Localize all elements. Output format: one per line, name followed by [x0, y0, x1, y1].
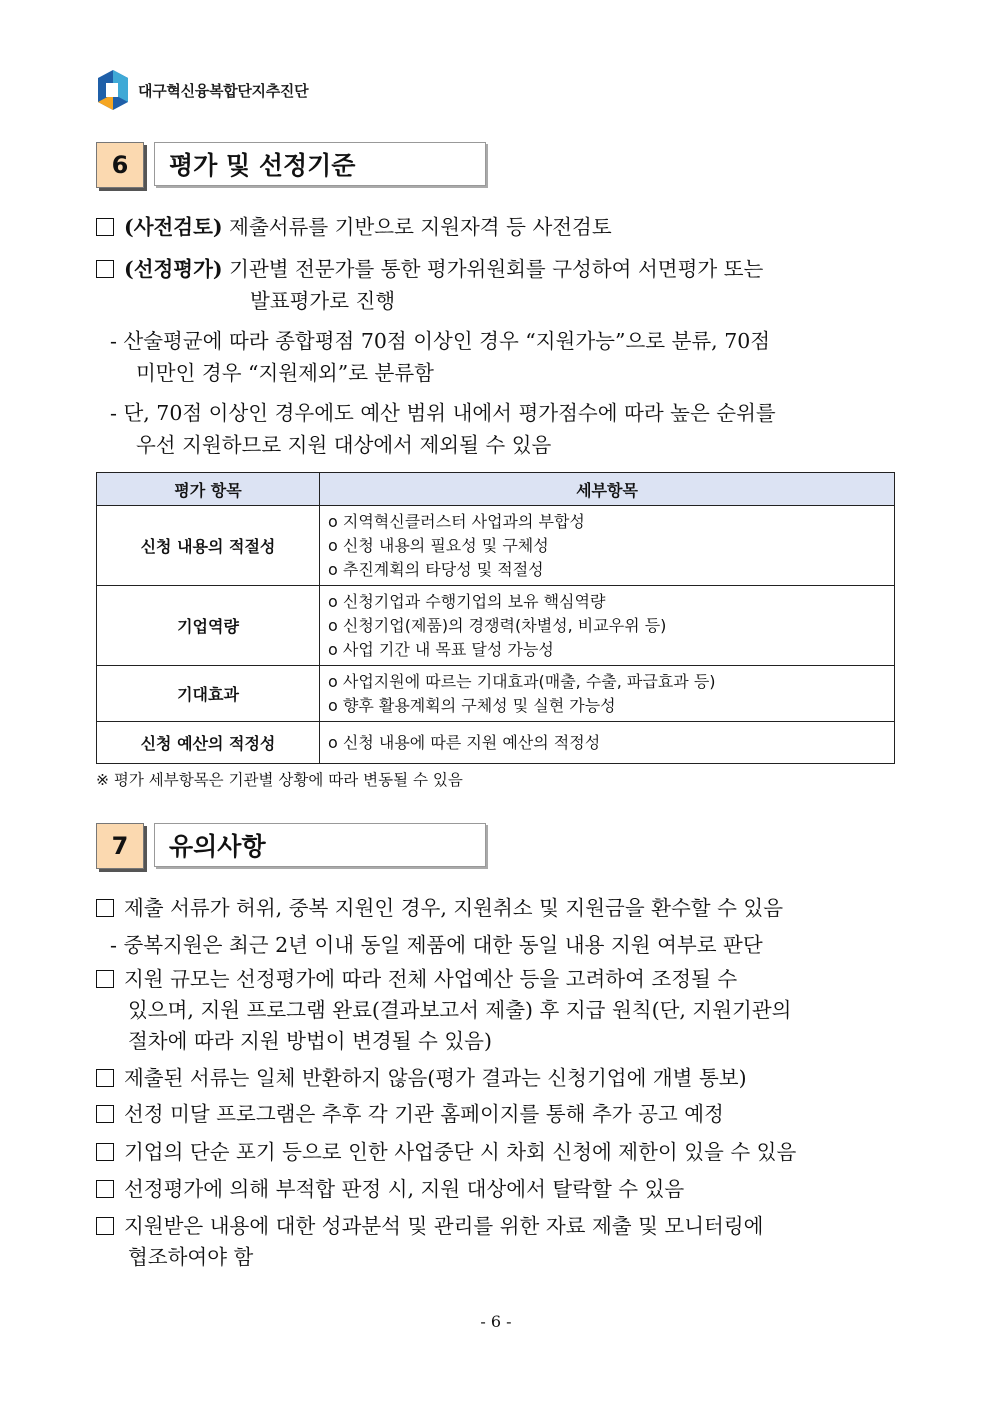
selection-eval-continuation: 발표평가로 진행 [250, 289, 396, 313]
checkbox-square-icon [96, 260, 114, 278]
section-title: 유의사항 [154, 823, 486, 867]
table-details [320, 506, 895, 586]
notice-item-continuation: 협조하여야 함 [128, 1245, 254, 1269]
checkbox-square-icon [96, 1143, 114, 1161]
checkbox-square-icon [96, 1105, 114, 1123]
checkbox-square-icon [96, 218, 114, 236]
table-details [320, 722, 895, 764]
detail-item: o 사업 기간 내 목표 달성 가능성 [328, 639, 554, 659]
checkbox-square-icon [96, 1180, 114, 1198]
notice-item: 선정평가에 의해 부적합 판정 시, 지원 대상에서 탈락할 수 있음 [96, 1173, 684, 1205]
notice-item: 지원받은 내용에 대한 성과분석 및 관리를 위한 자료 제출 및 모니터링에 [96, 1210, 763, 1242]
notice-item: 제출된 서류는 일체 반환하지 않음(평가 결과는 신청기업에 개별 통보) [96, 1062, 747, 1094]
section-number: 7 [96, 823, 144, 869]
table-row [97, 722, 895, 764]
table-header: 세부항목 [320, 473, 895, 506]
detail-item: o 신청기업과 수행기업의 보유 핵심역량 [328, 591, 606, 611]
checkbox-square-icon [96, 1217, 114, 1235]
notice-item: 제출 서류가 허위, 중복 지원인 경우, 지원취소 및 지원금을 환수할 수 있음 [96, 892, 783, 924]
notice-dash-item: - 중복지원은 최근 2년 이내 동일 제품에 대한 동일 내용 지원 여부로 판단 [110, 933, 763, 957]
dash-item-1-line2: 미만인 경우 “지원제외”로 분류함 [136, 361, 434, 385]
detail-item: o 사업지원에 따르는 기대효과(매출, 수출, 파급효과 등) [328, 671, 716, 691]
dash-item-1-line1: - 산술평균에 따라 종합평점 70점 이상인 경우 “지원가능”으로 분류, 70점 [110, 329, 771, 353]
section-6-heading [96, 142, 486, 188]
table-header-row [97, 473, 895, 506]
table-header: 평가 항목 [97, 473, 320, 506]
org-logo-icon [96, 70, 130, 110]
dash-item-2-line1: - 단, 70점 이상인 경우에도 예산 범위 내에서 평가점수에 따라 높은 순위를 [110, 401, 776, 425]
table-details [320, 586, 895, 666]
notice-item: 기업의 단순 포기 등으로 인한 사업중단 시 차회 신청에 제한이 있을 수 있음 [96, 1136, 796, 1168]
notice-item: 지원 규모는 선정평가에 따라 전체 사업예산 등을 고려하여 조정될 수 [96, 963, 737, 995]
section-7-heading [96, 823, 486, 869]
detail-item: o 신청 내용에 따른 지원 예산의 적정성 [328, 732, 601, 752]
evaluation-criteria-table [96, 472, 895, 764]
notice-item-continuation: 있으며, 지원 프로그램 완료(결과보고서 제출) 후 지급 원칙(단, 지원기관의 [128, 998, 792, 1022]
table-note: ※ 평가 세부항목은 기관별 상황에 따라 변동될 수 있음 [96, 771, 463, 789]
org-name: 대구혁신융복합단지추진단 [138, 81, 309, 100]
checkbox-square-icon [96, 899, 114, 917]
notice-item: 선정 미달 프로그램은 추후 각 기관 홈페이지를 통해 추가 공고 예정 [96, 1098, 724, 1130]
detail-item: o 추진계획의 타당성 및 적절성 [328, 559, 544, 579]
table-category: 신청 내용의 적절성 [97, 506, 320, 586]
detail-item: o 신청 내용의 필요성 및 구체성 [328, 535, 549, 555]
page-number: - 6 - [480, 1312, 512, 1331]
notice-item-continuation: 절차에 따라 지원 방법이 변경될 수 있음) [128, 1029, 492, 1053]
detail-item: o 지역혁신클러스터 사업과의 부합성 [328, 511, 585, 531]
section-number: 6 [96, 142, 144, 188]
detail-item: o 신청기업(제품)의 경쟁력(차별성, 비교우위 등) [328, 615, 667, 635]
section-title: 평가 및 선정기준 [154, 142, 486, 186]
table-category: 기업역량 [97, 586, 320, 666]
pre-review-item: (사전검토) 제출서류를 기반으로 지원자격 등 사전검토 [96, 211, 612, 243]
table-category: 기대효과 [97, 666, 320, 722]
selection-eval-item: (선정평가) 기관별 전문가를 통한 평가위원회를 구성하여 서면평가 또는 [96, 253, 763, 285]
dash-item-2-line2: 우선 지원하므로 지원 대상에서 제외될 수 있음 [136, 433, 552, 457]
table-category: 신청 예산의 적정성 [97, 722, 320, 764]
checkbox-square-icon [96, 1069, 114, 1087]
detail-item: o 향후 활용계획의 구체성 및 실현 가능성 [328, 695, 616, 715]
table-row [97, 586, 895, 666]
table-row [97, 506, 895, 586]
table-details [320, 666, 895, 722]
checkbox-square-icon [96, 970, 114, 988]
org-logo [96, 70, 308, 110]
table-row [97, 666, 895, 722]
